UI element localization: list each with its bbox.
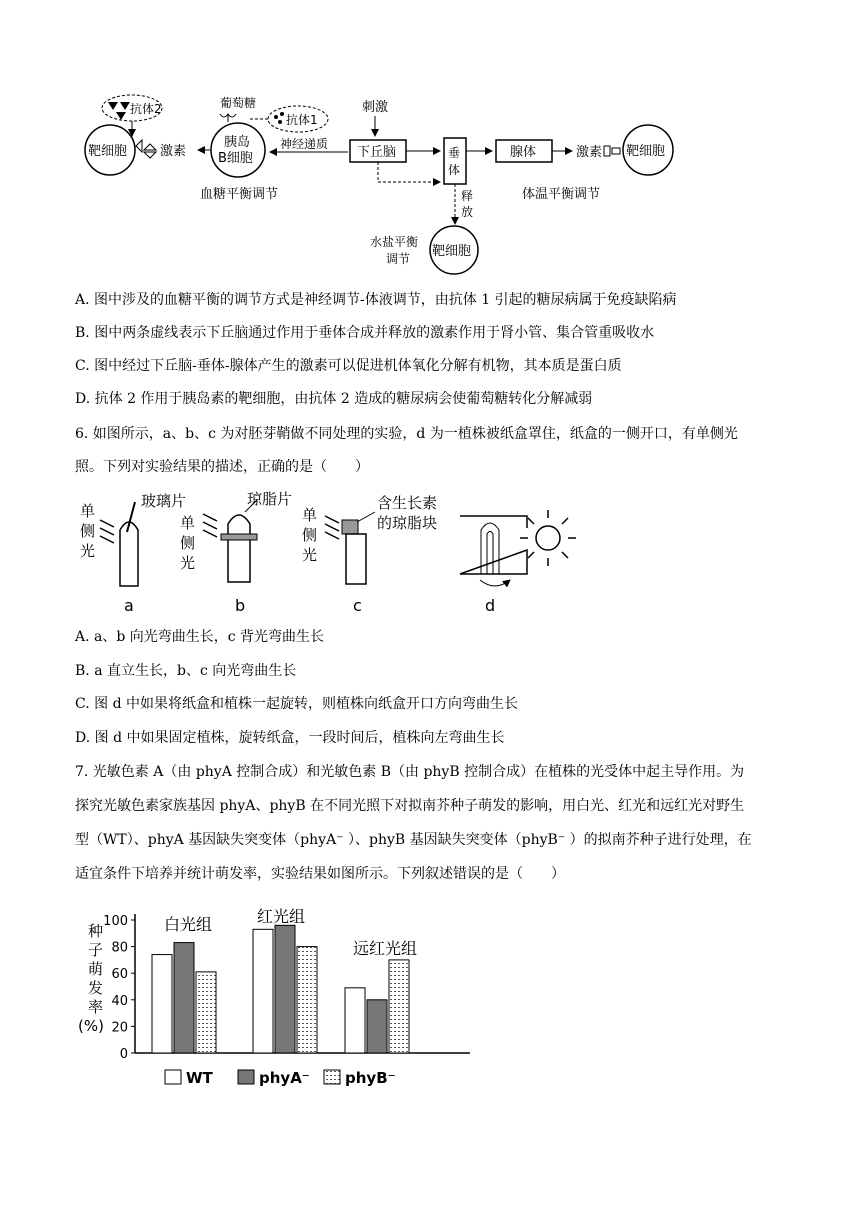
svg-text:侧: 侧 — [302, 526, 318, 544]
antibody2-label: 抗体2 — [130, 102, 162, 116]
auxin-agar-line2: 的琼脂块 — [377, 514, 438, 532]
coleoptile-a — [120, 522, 138, 586]
y-tick-label: 20 — [111, 1020, 128, 1036]
pituitary-line2: 体 — [448, 163, 461, 177]
y-axis-label-char: (%) — [78, 1017, 104, 1035]
glass-label: 玻璃片 — [141, 492, 187, 510]
svg-text:单: 单 — [80, 502, 96, 520]
nerve-transmitter-label: 神经递质 — [280, 137, 329, 151]
islet-b-line1: 胰岛 — [224, 135, 251, 150]
light-label-a — [80, 502, 95, 560]
svg-text:单: 单 — [302, 506, 318, 524]
svg-text:光: 光 — [80, 542, 96, 560]
light-arrows-a-icon — [100, 520, 114, 543]
auxin-agar-line1: 含生长素 — [377, 494, 438, 512]
q6-option-b: B. a 直立生长，b、c 向光弯曲生长 — [75, 663, 297, 679]
q7-stem-line1: 7. 光敏色素 A（由 phyA 控制合成）和光敏色素 B（由 phyB 控制合成）在植株的光受体中起主导作用。为 — [75, 764, 745, 780]
light-label-c — [302, 506, 317, 564]
svg-text:单: 单 — [180, 514, 196, 532]
category-label: 白光组 — [164, 915, 213, 934]
q5-option-a: A. 图中涉及的血糖平衡的调节方式是神经调节-体液调节，由抗体 1 引起的糖尿病属于免疫缺陷病 — [75, 292, 677, 308]
blood-sugar-label: 血糖平衡调节 — [200, 187, 279, 202]
target-cell-bottom-label: 靶细胞 — [432, 244, 472, 259]
hormone-right-label: 激素 — [576, 145, 603, 160]
glass-sheet-a — [127, 502, 135, 532]
y-tick-label: 60 — [111, 967, 128, 983]
receptor-right-icon — [604, 146, 620, 156]
q7-stem-line3: 型（WT）、phyA 基因缺失突变体（phyA⁻ ）、phyB 基因缺失突变体（phyB⁻ ）的拟南芥种子进行处理，在 — [75, 832, 752, 848]
svg-text:光: 光 — [180, 554, 196, 572]
bar-WT-0 — [152, 955, 172, 1053]
sun-icon — [520, 510, 576, 566]
y-tick-label: 0 — [119, 1047, 128, 1062]
gland-label: 腺体 — [510, 145, 537, 160]
q6-option-d: D. 图 d 中如果固定植株，旋转纸盒，一段时间后，植株向左弯曲生长 — [75, 730, 505, 746]
agar-sheet-b — [221, 534, 257, 540]
y-axis-label-char: 种 — [88, 922, 104, 940]
category-label: 远红光组 — [353, 939, 418, 958]
regulation-diagram — [70, 90, 690, 275]
receptor-shapes-icon — [136, 140, 156, 158]
stimulus-label: 刺激 — [362, 100, 389, 115]
release-line2: 放 — [461, 205, 474, 219]
label-b: b — [235, 596, 246, 615]
legend-swatch — [165, 1070, 181, 1084]
label-d: d — [485, 596, 496, 615]
islet-b-line2: B细胞 — [218, 151, 253, 166]
target-cell-left-label: 靶细胞 — [88, 144, 128, 159]
bar-phyA⁻-2 — [367, 1000, 387, 1053]
y-tick-label: 100 — [103, 914, 128, 929]
light-arrows-c-icon — [325, 516, 339, 539]
coleoptile-c — [346, 534, 366, 584]
target-cell-right-label: 靶细胞 — [626, 144, 666, 159]
water-salt-line2: 调节 — [386, 252, 411, 266]
bar-WT-1 — [253, 929, 273, 1053]
rotation-arrow-icon — [480, 580, 510, 586]
water-salt-line1: 水盐平衡 — [370, 235, 419, 249]
pituitary-box — [444, 138, 466, 184]
y-tick-label: 40 — [111, 993, 128, 1009]
release-line1: 释 — [461, 189, 474, 203]
coleoptile-figure — [75, 488, 595, 618]
pituitary-line1: 垂 — [448, 146, 461, 160]
y-axis-label-char: 子 — [88, 941, 104, 959]
legend-swatch — [238, 1070, 254, 1084]
bar-phyB⁻-1 — [297, 947, 317, 1053]
coleoptile-b-tip — [228, 515, 250, 534]
islet-b-cell — [211, 123, 265, 177]
svg-text:侧: 侧 — [80, 522, 96, 540]
y-axis-label-char: 率 — [88, 998, 104, 1016]
glucose-label: 葡萄糖 — [220, 96, 257, 110]
y-tick-label: 80 — [111, 940, 128, 956]
svg-text:侧: 侧 — [180, 534, 196, 552]
temp-regulation-label: 体温平衡调节 — [522, 187, 601, 202]
auxin-agar-block-c — [342, 520, 358, 534]
svg-text:光: 光 — [302, 546, 318, 564]
glucose-receptor-icon — [220, 114, 236, 122]
coleoptile-b-base — [228, 540, 250, 582]
germination-chart — [70, 898, 490, 1098]
q6-option-c: C. 图 d 中如果将纸盒和植株一起旋转，则植株向纸盒开口方向弯曲生长 — [75, 696, 518, 712]
bar-phyA⁻-1 — [275, 925, 295, 1053]
light-label-b — [180, 514, 195, 572]
hypothalamus-label: 下丘脑 — [357, 145, 397, 160]
q5-option-b: B. 图中两条虚线表示下丘脑通过作用于垂体合成并释放的激素作用于肾小管、集合管重吸收水 — [75, 325, 655, 341]
q6-stem-line1: 6. 如图所示，a、b、c 为对胚芽鞘做不同处理的实验，d 为一植株被纸盒罩住，纸盒的一侧开口，有单侧光 — [75, 426, 738, 442]
bar-WT-2 — [345, 988, 365, 1053]
bar-phyB⁻-2 — [389, 960, 409, 1053]
label-a: a — [124, 596, 134, 615]
legend-swatch — [324, 1070, 340, 1084]
agar-label: 琼脂片 — [247, 490, 293, 508]
bar-phyA⁻-0 — [174, 943, 194, 1053]
legend-label: phyA⁻ — [259, 1069, 310, 1087]
antibody1-label: 抗体1 — [286, 113, 318, 127]
q6-stem-line2: 照。下列对实验结果的描述，正确的是（ ） — [75, 459, 369, 475]
category-label: 红光组 — [257, 907, 306, 926]
bar-phyB⁻-0 — [196, 972, 216, 1053]
q7-stem-line2: 探究光敏色素家族基因 phyA、phyB 在不同光照下对拟南芥种子萌发的影响，用白光、红光和远红光对野生 — [75, 798, 745, 814]
light-arrows-b-icon — [203, 514, 217, 537]
q5-option-d: D. 抗体 2 作用于胰岛素的靶细胞，由抗体 2 造成的糖尿病会使葡萄糖转化分解减弱 — [75, 391, 593, 407]
y-axis-label-char: 萌 — [88, 960, 104, 978]
plant-d — [481, 523, 499, 574]
q5-option-c: C. 图中经过下丘脑-垂体-腺体产生的激素可以促进机体氧化分解有机物，其本质是蛋白质 — [75, 358, 622, 374]
y-axis-label-char: 发 — [88, 979, 104, 997]
q7-stem-line4: 适宜条件下培养并统计萌发率，实验结果如图所示。下列叙述错误的是（ ） — [75, 866, 565, 882]
label-c: c — [353, 596, 362, 615]
legend-label: WT — [186, 1069, 213, 1087]
q6-option-a: A. a、b 向光弯曲生长，c 背光弯曲生长 — [75, 629, 325, 645]
legend-label: phyB⁻ — [345, 1069, 396, 1087]
hormone-left-label: 激素 — [160, 144, 187, 159]
